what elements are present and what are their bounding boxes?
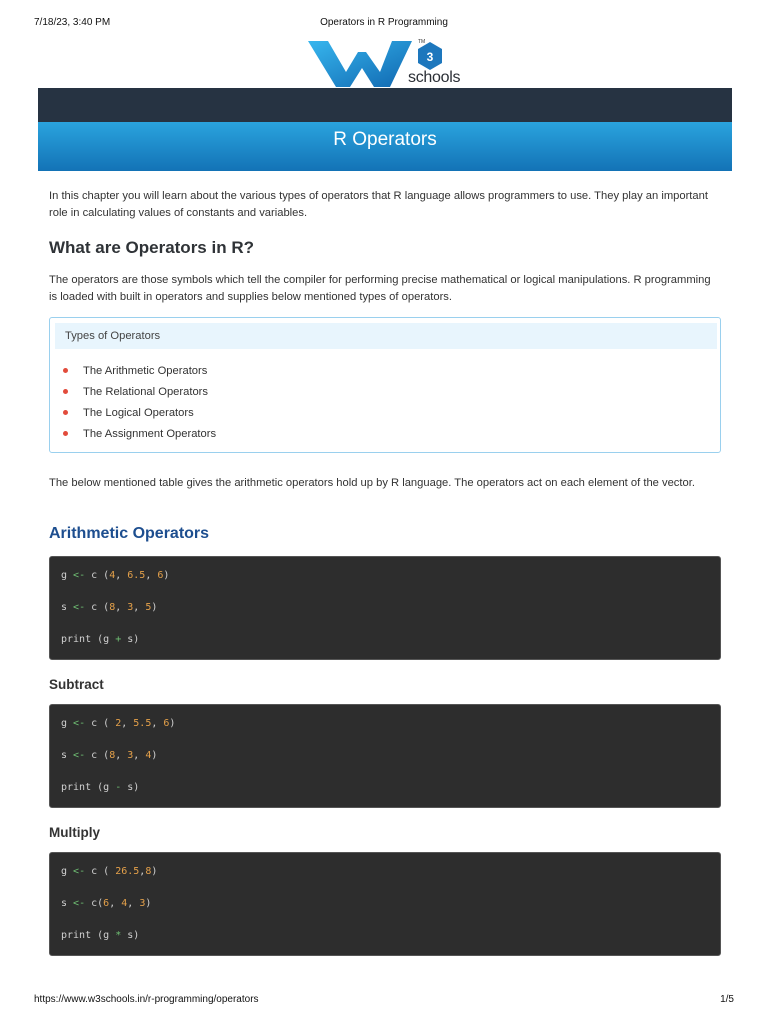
code-token: c (: [85, 602, 110, 613]
code-token: ,: [109, 898, 122, 909]
multiply-heading: Multiply: [49, 825, 100, 840]
code-token-num: 26.5: [115, 866, 140, 877]
code-token: ,: [139, 866, 146, 877]
code-token: ): [151, 866, 158, 877]
code-token-num: 8: [109, 750, 116, 761]
arithmetic-operators-heading: Arithmetic Operators: [49, 525, 210, 542]
code-token-op: <-: [73, 570, 86, 581]
code-token: s): [121, 782, 140, 793]
code-token: ,: [115, 570, 128, 581]
code-line: [61, 897, 151, 911]
svg-text:TM: TM: [418, 39, 426, 45]
print-header: [0, 17, 768, 31]
code-token: c (: [85, 866, 116, 877]
code-line: [61, 781, 139, 795]
list-item: The Logical Operators: [63, 402, 216, 423]
code-token: ,: [115, 750, 128, 761]
code-token: c (: [85, 750, 110, 761]
code-token-num: 6.5: [127, 570, 146, 581]
code-token-op: *: [115, 930, 122, 941]
code-token-num: 6: [163, 718, 170, 729]
code-token: ,: [127, 898, 140, 909]
code-token-num: 6: [103, 898, 110, 909]
code-token-num: 3: [127, 602, 134, 613]
code-token-op: <-: [73, 718, 86, 729]
code-token-op: +: [115, 634, 122, 645]
bullet-icon: [63, 368, 68, 373]
code-token: ): [151, 602, 158, 613]
code-token-op: -: [115, 782, 122, 793]
logo-text: schools: [408, 69, 461, 86]
code-token-num: 2: [115, 718, 122, 729]
code-token: ): [169, 718, 176, 729]
header-bar: [38, 88, 732, 122]
code-line: [61, 633, 139, 647]
svg-text:3: 3: [426, 50, 434, 64]
code-token-num: 8: [145, 866, 152, 877]
list-item: The Relational Operators: [63, 381, 216, 402]
bullet-icon: [63, 431, 68, 436]
code-token: g: [61, 866, 74, 877]
code-token: s): [121, 930, 140, 941]
code-token-op: <-: [73, 866, 86, 877]
code-token: c (: [85, 718, 116, 729]
code-token-num: 4: [109, 570, 116, 581]
code-token-op: <-: [73, 750, 86, 761]
code-token: s: [61, 750, 74, 761]
bullet-icon: [63, 389, 68, 394]
code-token: ,: [145, 570, 158, 581]
code-token-num: 3: [139, 898, 146, 909]
code-block-subtract[interactable]: [49, 704, 721, 808]
list-item: The Arithmetic Operators: [63, 360, 216, 381]
code-token-num: 5: [145, 602, 152, 613]
types-list: [63, 360, 216, 444]
code-token: s: [61, 898, 74, 909]
code-token: ,: [133, 750, 146, 761]
code-token: s): [121, 634, 140, 645]
list-item: The Assignment Operators: [63, 423, 216, 444]
code-line: [61, 749, 157, 763]
page-number: 1/5: [720, 994, 734, 1005]
page-url: https://www.w3schools.in/r-programming/operators: [34, 994, 259, 1005]
code-line: [61, 569, 169, 583]
intro-paragraph: In this chapter you will learn about the various types of operators that R language allows programmers to use. They play an important role in calculating values of constants and variables.: [49, 190, 708, 219]
code-token: print (g: [61, 930, 116, 941]
code-token: ): [151, 750, 158, 761]
code-token: print (g: [61, 634, 116, 645]
bullet-icon: [63, 410, 68, 415]
code-block-multiply[interactable]: [49, 852, 721, 956]
code-token: ,: [115, 602, 128, 613]
code-token-num: 3: [127, 750, 134, 761]
page-banner: [38, 122, 732, 171]
code-token: ): [145, 898, 152, 909]
code-token: ,: [151, 718, 164, 729]
page-title: R Operators: [333, 129, 437, 150]
what-are-operators-heading: What are Operators in R?: [49, 238, 254, 257]
code-token: g: [61, 718, 74, 729]
code-line: [61, 717, 175, 731]
code-token-num: 6: [157, 570, 164, 581]
code-token-num: 4: [145, 750, 152, 761]
print-title: Operators in R Programming: [320, 17, 448, 28]
code-token-op: <-: [73, 898, 86, 909]
code-token: g: [61, 570, 74, 581]
code-token: s: [61, 602, 74, 613]
code-token: c (: [85, 570, 110, 581]
print-date: 7/18/23, 3:40 PM: [34, 17, 111, 28]
code-token: ,: [133, 602, 146, 613]
code-token: ,: [121, 718, 134, 729]
types-box-title: Types of Operators: [55, 323, 717, 349]
code-token-num: 4: [121, 898, 128, 909]
code-token: c(: [85, 898, 104, 909]
types-of-operators-box: [49, 317, 721, 453]
what-are-operators-paragraph: The operators are those symbols which tell the compiler for performing precise mathematical or logical manipulations. R programming is loaded with built in operators and supplies below mentioned types of operators.: [49, 274, 711, 303]
code-line: [61, 865, 157, 879]
subtract-heading: Subtract: [49, 677, 104, 692]
code-token-num: 8: [109, 602, 116, 613]
code-token: print (g: [61, 782, 116, 793]
code-token: ): [163, 570, 170, 581]
table-intro-paragraph: The below mentioned table gives the arithmetic operators hold up by R language. The operators act on each element of the vector.: [49, 477, 695, 489]
code-line: [61, 929, 139, 943]
code-token-op: <-: [73, 602, 86, 613]
code-block-addition[interactable]: [49, 556, 721, 660]
w3schools-logo[interactable]: [306, 38, 470, 90]
code-line: [61, 601, 157, 615]
code-token-num: 5.5: [133, 718, 152, 729]
